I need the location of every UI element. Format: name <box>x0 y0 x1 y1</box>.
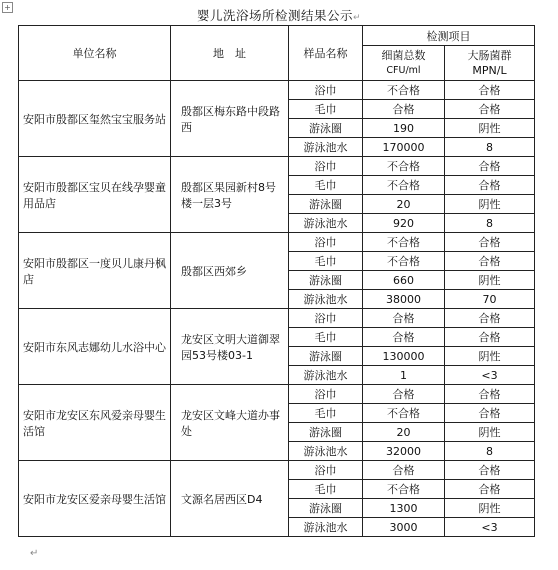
bacteria-result-cell: 合格 <box>363 328 445 347</box>
bacteria-result-cell: 不合格 <box>363 252 445 271</box>
unit-name-cell: 安阳市东风志娜幼儿水浴中心 <box>19 309 171 385</box>
coliform-result-cell: 合格 <box>445 309 535 328</box>
address-cell: 殷都区西郊乡 <box>171 233 289 309</box>
bacteria-result-cell: 38000 <box>363 290 445 309</box>
address-cell: 殷都区果园新村8号楼一层3号 <box>171 157 289 233</box>
sample-name-cell: 游泳圈 <box>289 119 363 138</box>
coliform-result-cell: 8 <box>445 214 535 233</box>
sample-name-cell: 毛巾 <box>289 404 363 423</box>
sample-name-cell: 毛巾 <box>289 480 363 499</box>
coliform-result-cell: 合格 <box>445 252 535 271</box>
sample-name-cell: 毛巾 <box>289 328 363 347</box>
sample-name-cell: 游泳池水 <box>289 442 363 461</box>
table-move-handle-icon[interactable]: + <box>2 2 13 13</box>
unit-name-cell: 安阳市殷都区玺然宝宝服务站 <box>19 81 171 157</box>
sample-name-cell: 游泳圈 <box>289 423 363 442</box>
coliform-result-cell: 阴性 <box>445 423 535 442</box>
coliform-result-cell: 合格 <box>445 81 535 100</box>
bacteria-result-cell: 1 <box>363 366 445 385</box>
header-unit: 单位名称 <box>19 26 171 81</box>
address-cell: 龙安区文明大道御翠园53号楼03-1 <box>171 309 289 385</box>
bacteria-result-cell: 不合格 <box>363 233 445 252</box>
coliform-result-cell: 阴性 <box>445 347 535 366</box>
address-cell: 文源名居西区D4 <box>171 461 289 537</box>
bacteria-result-cell: 20 <box>363 195 445 214</box>
unit-name-cell: 安阳市殷都区宝贝在线孕婴童用品店 <box>19 157 171 233</box>
table-row <box>19 157 535 176</box>
bacteria-result-cell: 合格 <box>363 385 445 404</box>
bacteria-result-cell: 920 <box>363 214 445 233</box>
coliform-result-cell: 阴性 <box>445 271 535 290</box>
table-row <box>19 81 535 100</box>
coliform-result-cell: 合格 <box>445 328 535 347</box>
unit-name-cell: 安阳市殷都区一度贝儿康丹枫店 <box>19 233 171 309</box>
coliform-result-cell: 合格 <box>445 157 535 176</box>
sample-name-cell: 游泳圈 <box>289 195 363 214</box>
sample-name-cell: 浴巾 <box>289 385 363 404</box>
bacteria-result-cell: 20 <box>363 423 445 442</box>
coliform-result-cell: 8 <box>445 442 535 461</box>
coliform-result-cell: 阴性 <box>445 119 535 138</box>
coliform-result-cell: 阴性 <box>445 195 535 214</box>
bacteria-result-cell: 3000 <box>363 518 445 537</box>
sample-name-cell: 游泳圈 <box>289 499 363 518</box>
coliform-result-cell: 阴性 <box>445 499 535 518</box>
coliform-result-cell: 8 <box>445 138 535 157</box>
page-title: 婴儿洗浴场所检测结果公示↵ <box>196 8 362 23</box>
bacteria-result-cell: 不合格 <box>363 176 445 195</box>
sample-name-cell: 游泳池水 <box>289 138 363 157</box>
sample-name-cell: 毛巾 <box>289 100 363 119</box>
bacteria-result-cell: 不合格 <box>363 81 445 100</box>
address-cell: 殷都区梅东路中段路西 <box>171 81 289 157</box>
bacteria-result-cell: 合格 <box>363 309 445 328</box>
table-row <box>19 385 535 404</box>
coliform-result-cell: <3 <box>445 518 535 537</box>
coliform-result-cell: 70 <box>445 290 535 309</box>
sample-name-cell: 游泳池水 <box>289 366 363 385</box>
coliform-result-cell: 合格 <box>445 461 535 480</box>
bacteria-result-cell: 合格 <box>363 100 445 119</box>
header-row-top <box>19 26 535 46</box>
coliform-result-cell: 合格 <box>445 100 535 119</box>
sample-name-cell: 游泳池水 <box>289 214 363 233</box>
sample-name-cell: 游泳池水 <box>289 290 363 309</box>
sample-name-cell: 浴巾 <box>289 233 363 252</box>
unit-name-cell: 安阳市龙安区爱亲母婴生活馆 <box>19 461 171 537</box>
unit-name-cell: 安阳市龙安区东风爱亲母婴生活馆 <box>19 385 171 461</box>
results-table <box>18 25 535 537</box>
bacteria-result-cell: 190 <box>363 119 445 138</box>
sample-name-cell: 毛巾 <box>289 176 363 195</box>
coliform-result-cell: 合格 <box>445 176 535 195</box>
coliform-result-cell: 合格 <box>445 480 535 499</box>
coliform-result-cell: 合格 <box>445 385 535 404</box>
sample-name-cell: 游泳圈 <box>289 271 363 290</box>
paragraph-mark-icon: ↵ <box>30 548 39 559</box>
coliform-result-cell: <3 <box>445 366 535 385</box>
bacteria-result-cell: 不合格 <box>363 157 445 176</box>
coliform-result-cell: 合格 <box>445 404 535 423</box>
sample-name-cell: 游泳池水 <box>289 518 363 537</box>
bacteria-result-cell: 32000 <box>363 442 445 461</box>
bacteria-result-cell: 不合格 <box>363 404 445 423</box>
table-row <box>19 233 535 252</box>
sample-name-cell: 浴巾 <box>289 157 363 176</box>
bacteria-result-cell: 不合格 <box>363 480 445 499</box>
address-cell: 龙安区文峰大道办事处 <box>171 385 289 461</box>
bacteria-result-cell: 130000 <box>363 347 445 366</box>
bacteria-result-cell: 1300 <box>363 499 445 518</box>
header-sample: 样品名称 <box>289 26 363 81</box>
sample-name-cell: 毛巾 <box>289 252 363 271</box>
bacteria-result-cell: 660 <box>363 271 445 290</box>
table-row <box>19 461 535 480</box>
sample-name-cell: 浴巾 <box>289 81 363 100</box>
header-address: 地 址 <box>171 26 289 81</box>
header-bacteria: 细菌总数 CFU/ml <box>363 46 445 81</box>
header-items: 检测项目 <box>363 26 535 46</box>
sample-name-cell: 游泳圈 <box>289 347 363 366</box>
header-coliform: 大肠菌群 MPN/L <box>445 46 535 81</box>
sample-name-cell: 浴巾 <box>289 461 363 480</box>
bacteria-result-cell: 170000 <box>363 138 445 157</box>
bacteria-result-cell: 合格 <box>363 461 445 480</box>
table-row <box>19 309 535 328</box>
paragraph-mark-icon: ↵ <box>352 13 362 23</box>
coliform-result-cell: 合格 <box>445 233 535 252</box>
results-body <box>19 81 535 537</box>
sample-name-cell: 浴巾 <box>289 309 363 328</box>
